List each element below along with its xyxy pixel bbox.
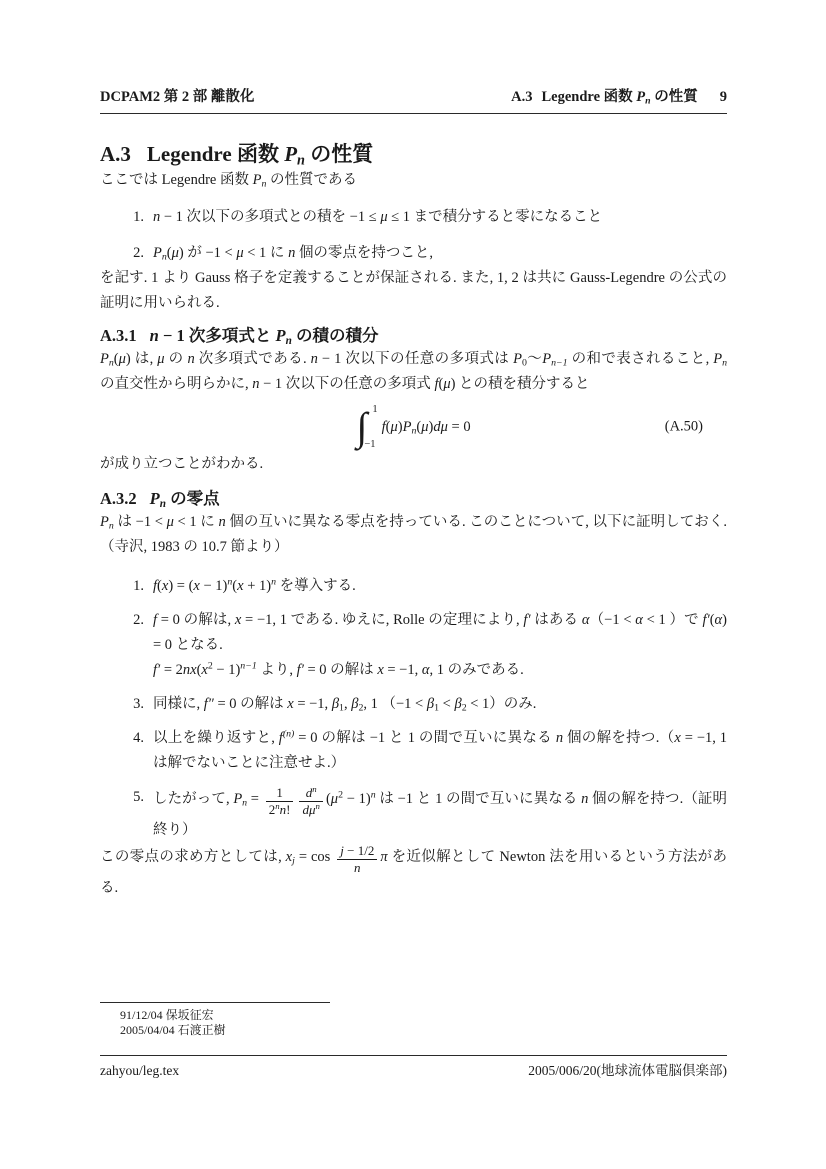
intro-close: を記す. 1 より Gauss 格子を定義することが保証される. また, 1, 2 は共に Gauss-Legendre の公式の証明に用いられる. [100, 270, 727, 311]
proof-step-number: 4. [133, 730, 144, 746]
subsection-heading-a31 [100, 325, 727, 347]
proof-step-text: 同様に, f″ = 0 の解は x = −1, $\beta_1$, $\beta_2$, 1 $(-1 < \beta_1 < \beta_2 < 1)$のみ. [153, 696, 537, 714]
footnote-entry: 2005/04/04 石渡正樹 [120, 1023, 226, 1037]
proof-step-number: 2. [133, 612, 144, 628]
footer-credit: 2005/006/20(地球流体電脳倶楽部) [528, 1063, 727, 1078]
list-item-text: $P_n(\mu)$ が −1 < μ < 1 に n 個の零点を持つこと, [153, 245, 434, 263]
subsection2-paragraph: $P_n$ は −1 < μ < 1 に n 個の互いに異なる零点を持っている. このことについて, 以下に証明しておく. （寺沢, 1983 の 10.7 節より） [100, 514, 727, 555]
integral-glyph: ∫ [356, 404, 368, 449]
proof-step [124, 692, 727, 717]
section-number: A.3 [100, 142, 131, 166]
page-header [100, 88, 727, 114]
equation-a50 [100, 402, 727, 452]
footer-filename: zahyou/leg.tex [100, 1063, 180, 1078]
page-number: 9 [719, 89, 727, 105]
proof-step-text: f = 0 の解は, x = −1, 1 である. ゆえに, Rolle の定理により, f′ はある α（−1 < α < 1 ）で f′(α) = 0 となる. $f' = 2nx(x^2 - 1)^{n-1}$ より, f′ = 0 の解は x = −1, α, 1 のみである. [153, 612, 728, 678]
proof-step-text: $f(x) = (x - 1)^n(x + 1)^n$ を導入する. [153, 576, 356, 594]
proof-step-number: 3. [133, 696, 144, 712]
proof-step-text: 以上を繰り返すと, $f^{(n)} = 0$ の解は −1 と 1 の間で互いに異なる n 個の解を持つ.（x = −1, 1 は解でないことに注意せよ.） [153, 728, 728, 771]
list-item [124, 205, 727, 230]
footnote-rule [100, 1002, 330, 1003]
proof-step-number: 5. [133, 789, 144, 805]
integral-upper-limit: 1 [372, 404, 378, 415]
list-item-text: n − 1 次以下の多項式との積を −1 ≤ μ ≤ 1 まで積分すると零になること [153, 209, 603, 225]
equation-body: $f(\mu)P_n(\mu)d\mu = 0$ [381, 418, 471, 436]
footnote-entry: 91/12/04 保坂征宏 [120, 1008, 214, 1022]
subsection-number: A.3.1 [100, 326, 137, 345]
list-item [124, 241, 727, 266]
list-item-number: 1. [133, 209, 144, 225]
proof-step-text: したがって, $P_n$ = $\frac{1}{2^nn!}$ $\frac{d^n}{d\mu^n}$ $(\mu^2 - 1)^n$ は −1 と 1 の間で互いに異なる n 個の解を持つ.（証明終り） [153, 784, 728, 838]
proof-step-number: 1. [133, 578, 144, 594]
integral-sign [356, 404, 377, 450]
subsection-heading-a32 [100, 488, 727, 510]
closing-paragraph: この零点の求め方としては, $x_j = \cos$ $\frac{j - 1/2}{n}$ π を近似解として Newton 法を用いるという方法がある. [100, 843, 728, 896]
proof-list [124, 574, 727, 843]
header-left-title: DCPAM2 第 2 部 離散化 [100, 89, 255, 105]
property-list [124, 205, 727, 266]
section-heading [100, 141, 727, 168]
intro-lead: ここでは Legendre 函数 $P_n$ の性質である [100, 172, 358, 190]
page-footer [100, 1055, 727, 1079]
subsection-title: $P_n$ の零点 [149, 489, 220, 510]
header-section-number: A.3 [511, 89, 533, 105]
section-title: Legendre 函数 $P_n$ の性質 [146, 142, 374, 169]
subsection-number: A.3.2 [100, 489, 137, 508]
integral-lower-limit: −1 [364, 439, 376, 450]
equation-label: (A.50) [664, 418, 703, 435]
proof-step [124, 608, 727, 683]
subsection-title: n − 1 次多項式と $P_n$ の積の積分 [149, 326, 379, 347]
proof-step [124, 726, 727, 776]
header-section-title: Legendre 函数 $P_n$ の性質 [541, 89, 698, 107]
proof-step [124, 785, 727, 843]
footnote-area [100, 1002, 727, 1038]
proof-step [124, 574, 727, 599]
equation-after-text: が成り立つことがわかる. [100, 456, 264, 472]
list-item-number: 2. [133, 245, 144, 261]
subsection1-paragraph: $P_n(\mu)$ は, μ の n 次多項式である. n − 1 次以下の任意の多項式は $P_0$〜$P_{n-1}$ の和で表されること, $P_n$ の直交性から明らかに, n − 1 次以下の任意の多項式 f(μ) との積を積分すると [100, 351, 727, 392]
integral-limits [364, 404, 378, 450]
header-right [511, 88, 727, 106]
